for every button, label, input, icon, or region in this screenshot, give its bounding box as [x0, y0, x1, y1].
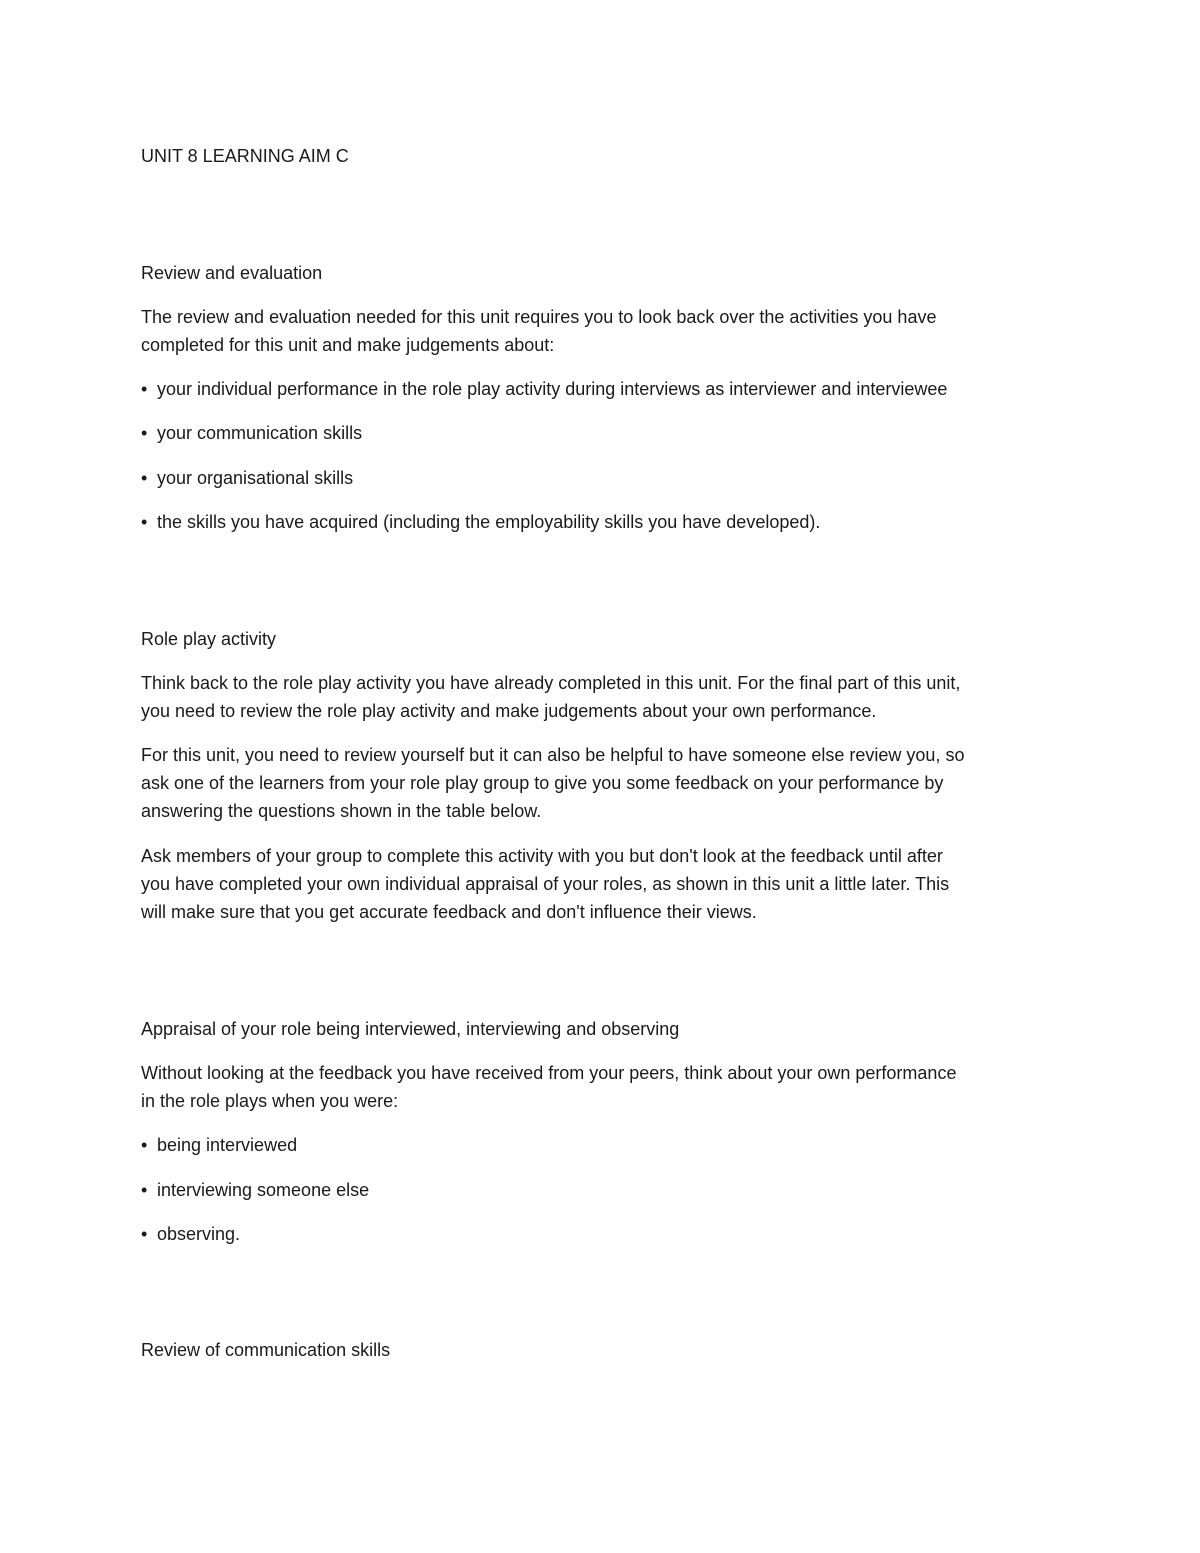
section-heading-appraisal: Appraisal of your role being interviewed, interviewing and observing	[141, 1019, 680, 1039]
bullet-text: your communication skills	[157, 423, 363, 443]
role-play-paragraph-line: will make sure that you get accurate feedback and don't influence their views.	[141, 902, 757, 922]
bullet-text: being interviewed	[157, 1135, 298, 1155]
bullet-text: your individual performance in the role play activity during interviews as interviewer and interviewee	[157, 379, 948, 399]
bullet-text: interviewing someone else	[157, 1180, 370, 1200]
bullet-text: your organisational skills	[157, 468, 354, 488]
appraisal-paragraph-line: Without looking at the feedback you have received from your peers, think about your own performance	[141, 1063, 957, 1083]
bullet-text: the skills you have acquired (including the employability skills you have developed).	[157, 512, 821, 532]
role-play-paragraph-line: ask one of the learners from your role play group to give you some feedback on your performance by	[141, 773, 944, 793]
role-play-paragraph-line: For this unit, you need to review yourself but it can also be helpful to have someone else review you, so	[141, 745, 965, 765]
bullet-icon: •	[141, 512, 148, 532]
role-play-paragraph-line: you have completed your own individual appraisal of your roles, as shown in this unit a little later. This	[141, 874, 950, 894]
bullet-icon: •	[141, 468, 148, 488]
bullet-text: observing.	[157, 1224, 241, 1244]
role-play-paragraph-line: Think back to the role play activity you have already completed in this unit. For the final part of this unit,	[141, 673, 961, 693]
section-heading-review: Review and evaluation	[141, 263, 323, 283]
bullet-icon: •	[141, 423, 148, 443]
bullet-item	[141, 1176, 369, 1204]
appraisal-paragraph-line: in the role plays when you were:	[141, 1091, 399, 1111]
section-heading-role-play: Role play activity	[141, 629, 277, 649]
role-play-paragraph-line: you need to review the role play activity and make judgements about your own performance.	[141, 701, 877, 721]
bullet-icon: •	[141, 1180, 148, 1200]
review-intro-line: completed for this unit and make judgements about:	[141, 335, 555, 355]
document-title: UNIT 8 LEARNING AIM C	[141, 146, 349, 166]
section-heading-communication: Review of communication skills	[141, 1340, 391, 1360]
bullet-item	[141, 1131, 297, 1159]
bullet-item	[141, 1220, 240, 1248]
bullet-item	[141, 375, 947, 403]
bullet-item	[141, 464, 353, 492]
bullet-icon: •	[141, 1135, 148, 1155]
bullet-item	[141, 508, 820, 536]
bullet-item	[141, 419, 362, 447]
bullet-icon: •	[141, 1224, 148, 1244]
review-intro-line: The review and evaluation needed for this unit requires you to look back over the activities you have	[141, 307, 937, 327]
role-play-paragraph-line: Ask members of your group to complete this activity with you but don't look at the feedback until after	[141, 846, 943, 866]
bullet-icon: •	[141, 379, 148, 399]
role-play-paragraph-line: answering the questions shown in the table below.	[141, 801, 542, 821]
